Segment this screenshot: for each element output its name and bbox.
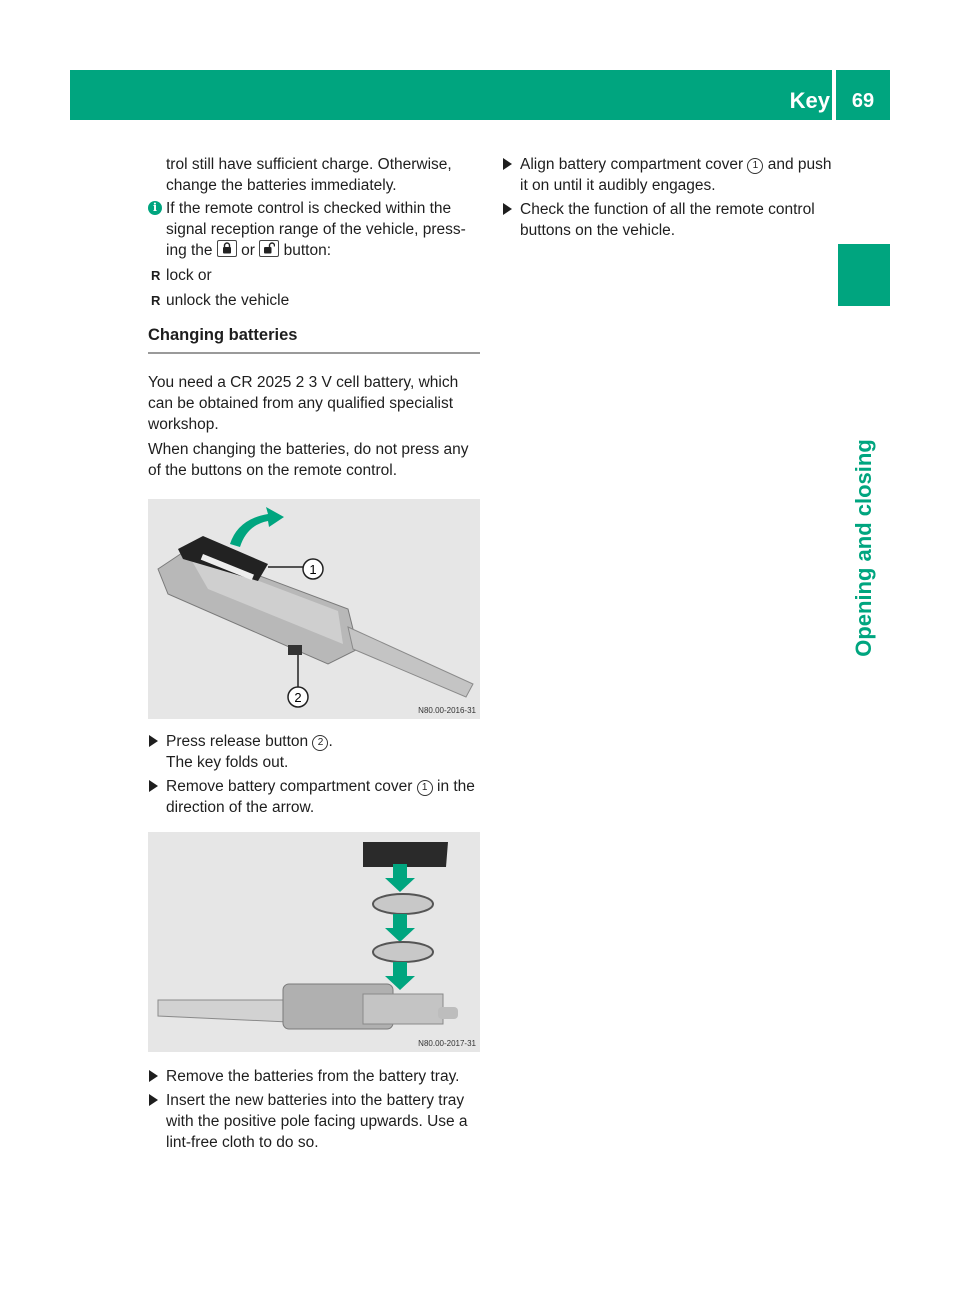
paragraph: When changing the batteries, do not press any of the buttons on the remote control. — [148, 441, 469, 479]
callout-badge: 1 — [747, 158, 763, 174]
step-arrow-icon — [149, 780, 158, 792]
figure-label: N80.00-2017-31 — [418, 1039, 476, 1048]
figure-label: N80.00-2016-31 — [418, 706, 476, 715]
side-tab-marker — [838, 244, 890, 306]
step-instruction: Insert the new batteries into the battery tray with the positive pole facing upwards. Use a lint-free cloth to do so. — [148, 1090, 480, 1153]
step-instruction: Align battery compartment cover 1 and push it on until it audibly engages. — [502, 154, 840, 196]
intro-text: trol still have sufficient charge. Otherwise, change the batteries immediately. — [166, 156, 452, 194]
step-arrow-icon — [503, 158, 512, 170]
left-column — [148, 154, 480, 1153]
paragraph: You need a CR 2025 2 3 V cell battery, which can be obtained from any qualified specialist workshop. — [148, 374, 459, 433]
step-instruction: Remove the batteries from the battery tray. — [148, 1066, 480, 1087]
step-arrow-icon — [149, 1070, 158, 1082]
right-column — [502, 154, 840, 241]
figure-callout: 1 — [309, 562, 317, 577]
info-note: i If the remote control is checked within the signal reception range of the vehicle, press-ing the or button: — [148, 198, 480, 261]
step-arrow-icon — [149, 1094, 158, 1106]
step-instruction: Check the function of all the remote control buttons on the vehicle. — [502, 199, 840, 241]
page-number: 69 — [836, 70, 890, 120]
figure-key-fold — [148, 499, 480, 719]
step-instruction: Press release button 2 . The key folds out. — [148, 731, 480, 773]
figure-battery-stack — [148, 832, 480, 1052]
list-item: R unlock the vehicle — [151, 292, 290, 309]
info-icon: i — [148, 201, 162, 215]
step-arrow-icon — [149, 735, 158, 747]
header-bar — [70, 70, 832, 120]
lock-open-icon — [259, 240, 279, 257]
side-tab-label: Opening and closing — [851, 439, 876, 657]
section-heading: Changing batteries — [148, 325, 480, 354]
step-instruction: Remove battery compartment cover 1 in the direction of the arrow. — [148, 776, 480, 818]
list-item: R lock or — [151, 267, 212, 284]
callout-badge: 2 — [312, 735, 328, 751]
step-arrow-icon — [503, 203, 512, 215]
lock-closed-icon — [217, 240, 237, 257]
callout-badge: 1 — [417, 780, 433, 796]
figure-callout: 2 — [294, 690, 302, 705]
header-title: Key — [789, 88, 830, 113]
